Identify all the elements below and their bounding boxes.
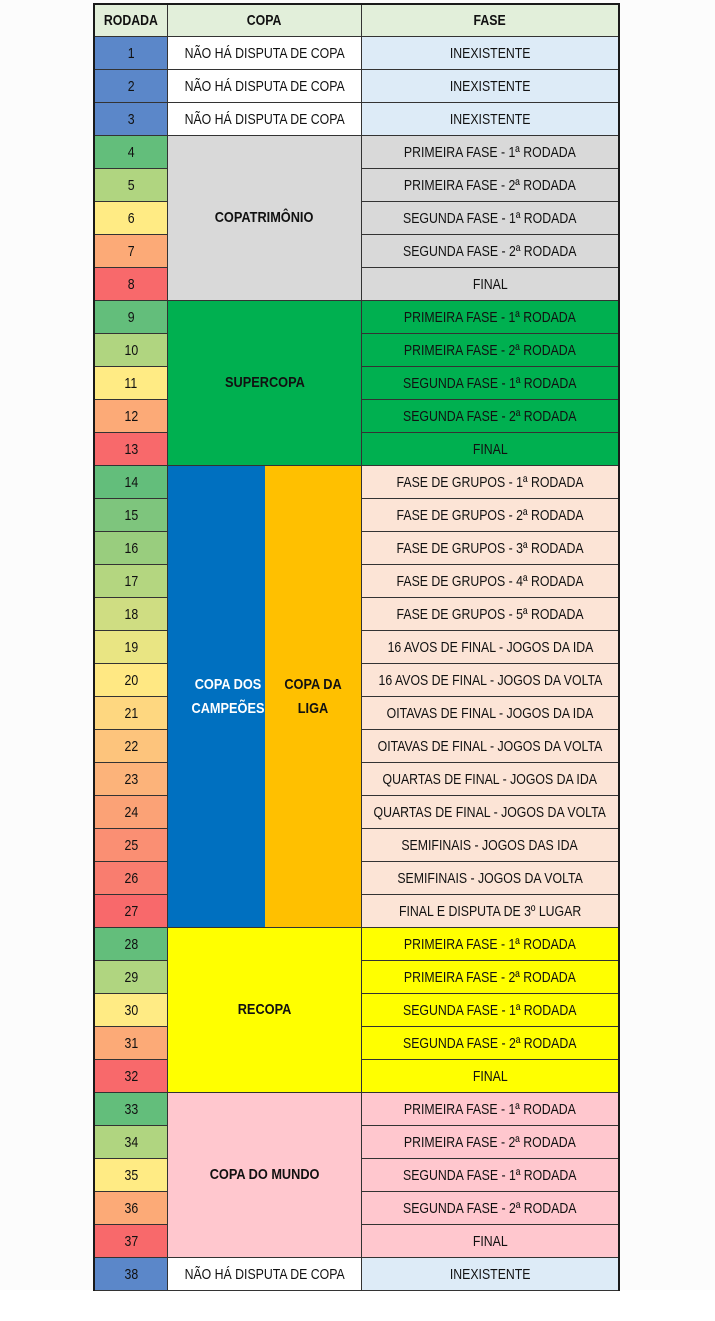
phase-cell: OITAVAS DE FINAL - JOGOS DA IDA [362, 697, 618, 730]
phase-cell: FASE DE GRUPOS - 2ª RODADA [362, 499, 618, 532]
header-copa: COPA [168, 5, 362, 37]
phase-cell: PRIMEIRA FASE - 1ª RODADA [362, 1093, 618, 1126]
round-number: 15 [95, 499, 168, 532]
phase-cell: PRIMEIRA FASE - 2ª RODADA [362, 961, 618, 994]
cup-cell: COPATRIMÔNIO [168, 136, 362, 301]
round-number: 18 [95, 598, 168, 631]
phase-cell: FINAL [362, 433, 618, 466]
round-number: 34 [95, 1126, 168, 1159]
phase-cell: INEXISTENTE [362, 70, 618, 103]
round-number: 7 [95, 235, 168, 268]
round-number: 21 [95, 697, 168, 730]
round-number: 3 [95, 103, 168, 136]
round-number: 10 [95, 334, 168, 367]
round-number: 24 [95, 796, 168, 829]
round-number: 5 [95, 169, 168, 202]
cup-cell: SUPERCOPA [168, 301, 362, 466]
phase-cell: SEGUNDA FASE - 1ª RODADA [362, 202, 618, 235]
phase-cell: PRIMEIRA FASE - 2ª RODADA [362, 169, 618, 202]
header-rodada: RODADA [95, 5, 168, 37]
round-number: 22 [95, 730, 168, 763]
round-number: 8 [95, 268, 168, 301]
phase-cell: INEXISTENTE [362, 1258, 618, 1291]
phase-cell: FASE DE GRUPOS - 4ª RODADA [362, 565, 618, 598]
phase-cell: PRIMEIRA FASE - 1ª RODADA [362, 928, 618, 961]
phase-cell: FASE DE GRUPOS - 1ª RODADA [362, 466, 618, 499]
round-number: 33 [95, 1093, 168, 1126]
phase-cell: 16 AVOS DE FINAL - JOGOS DA IDA [362, 631, 618, 664]
phase-cell: SEGUNDA FASE - 2ª RODADA [362, 400, 618, 433]
cup-cell: COPA DO MUNDO [168, 1093, 362, 1258]
round-number: 28 [95, 928, 168, 961]
phase-cell: PRIMEIRA FASE - 2ª RODADA [362, 1126, 618, 1159]
phase-cell: OITAVAS DE FINAL - JOGOS DA VOLTA [362, 730, 618, 763]
phase-cell: PRIMEIRA FASE - 1ª RODADA [362, 301, 618, 334]
phase-cell: FINAL [362, 1060, 618, 1093]
phase-cell: FASE DE GRUPOS - 3ª RODADA [362, 532, 618, 565]
header-fase: FASE [362, 5, 618, 37]
round-number: 6 [95, 202, 168, 235]
cup-cell: COPA DA LIGA [265, 466, 362, 928]
phase-cell: FASE DE GRUPOS - 5ª RODADA [362, 598, 618, 631]
phase-cell: SEGUNDA FASE - 1ª RODADA [362, 994, 618, 1027]
round-number: 32 [95, 1060, 168, 1093]
round-number: 25 [95, 829, 168, 862]
round-number: 35 [95, 1159, 168, 1192]
round-number: 31 [95, 1027, 168, 1060]
round-number: 14 [95, 466, 168, 499]
phase-cell: QUARTAS DE FINAL - JOGOS DA IDA [362, 763, 618, 796]
cup-cell: NÃO HÁ DISPUTA DE COPA [168, 103, 362, 136]
phase-cell: SEGUNDA FASE - 1ª RODADA [362, 1159, 618, 1192]
round-number: 19 [95, 631, 168, 664]
phase-cell: INEXISTENTE [362, 103, 618, 136]
round-number: 38 [95, 1258, 168, 1291]
round-number: 23 [95, 763, 168, 796]
phase-cell: PRIMEIRA FASE - 1ª RODADA [362, 136, 618, 169]
round-number: 16 [95, 532, 168, 565]
round-number: 11 [95, 367, 168, 400]
cup-cell: NÃO HÁ DISPUTA DE COPA [168, 70, 362, 103]
phase-cell: FINAL E DISPUTA DE 3º LUGAR [362, 895, 618, 928]
phase-cell: SEGUNDA FASE - 2ª RODADA [362, 235, 618, 268]
phase-cell: SEGUNDA FASE - 2ª RODADA [362, 1027, 618, 1060]
round-number: 27 [95, 895, 168, 928]
round-number: 36 [95, 1192, 168, 1225]
calendar-table [93, 3, 620, 1291]
cup-cell: COPA DOS CAMPEÕES [168, 466, 289, 928]
phase-cell: SEMIFINAIS - JOGOS DA VOLTA [362, 862, 618, 895]
phase-cell: FINAL [362, 268, 618, 301]
phase-cell: 16 AVOS DE FINAL - JOGOS DA VOLTA [362, 664, 618, 697]
phase-cell: SEGUNDA FASE - 2ª RODADA [362, 1192, 618, 1225]
phase-cell: SEGUNDA FASE - 1ª RODADA [362, 367, 618, 400]
round-number: 17 [95, 565, 168, 598]
phase-cell: FINAL [362, 1225, 618, 1258]
round-number: 1 [95, 37, 168, 70]
round-number: 20 [95, 664, 168, 697]
round-number: 30 [95, 994, 168, 1027]
round-number: 13 [95, 433, 168, 466]
cup-cell: NÃO HÁ DISPUTA DE COPA [168, 37, 362, 70]
round-number: 4 [95, 136, 168, 169]
phase-cell: PRIMEIRA FASE - 2ª RODADA [362, 334, 618, 367]
cup-cell: NÃO HÁ DISPUTA DE COPA [168, 1258, 362, 1291]
phase-cell: SEMIFINAIS - JOGOS DAS IDA [362, 829, 618, 862]
round-number: 9 [95, 301, 168, 334]
round-number: 26 [95, 862, 168, 895]
cup-cell: RECOPA [168, 928, 362, 1093]
phase-cell: QUARTAS DE FINAL - JOGOS DA VOLTA [362, 796, 618, 829]
round-number: 2 [95, 70, 168, 103]
round-number: 37 [95, 1225, 168, 1258]
round-number: 29 [95, 961, 168, 994]
phase-cell: INEXISTENTE [362, 37, 618, 70]
round-number: 12 [95, 400, 168, 433]
